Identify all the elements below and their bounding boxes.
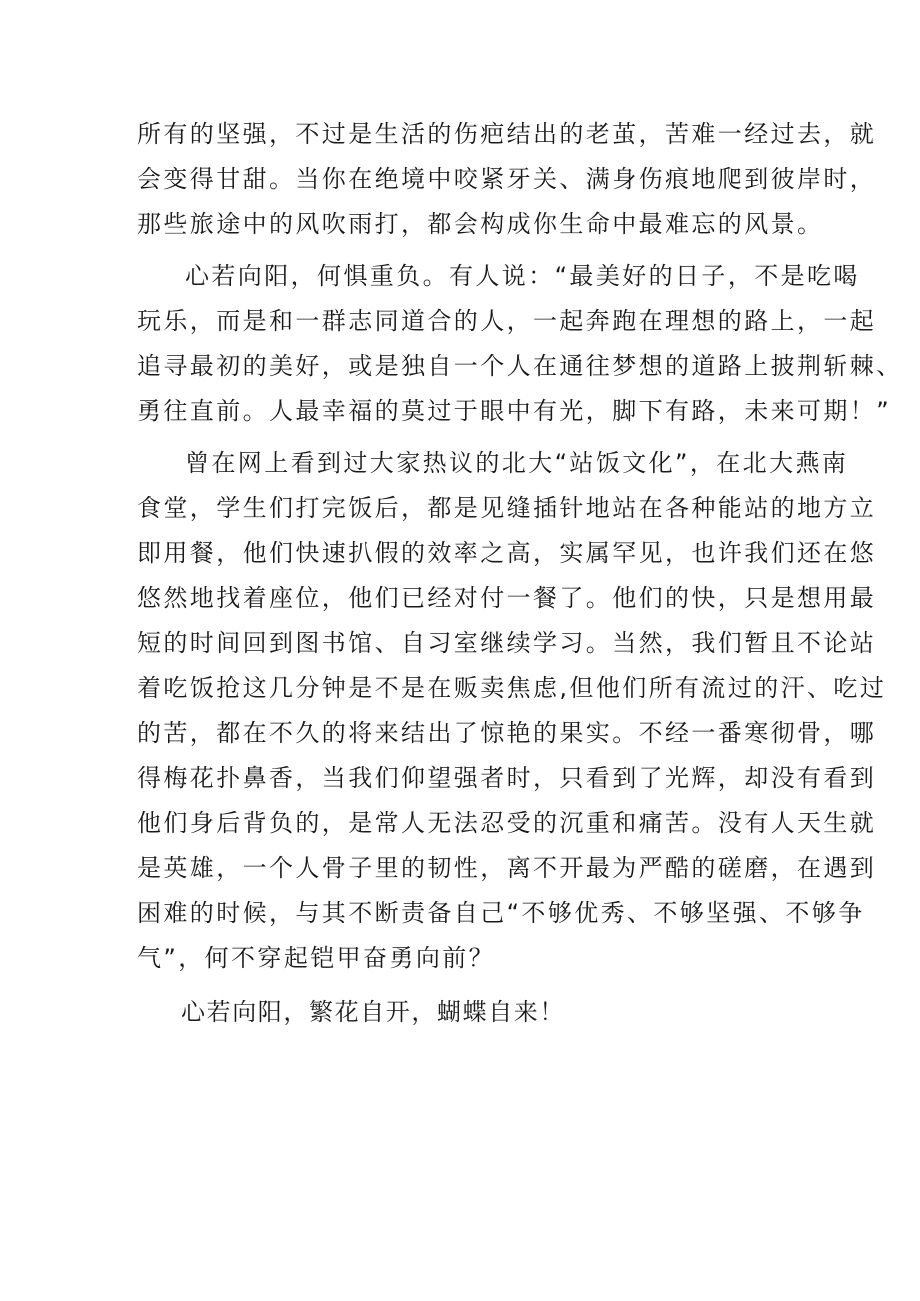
text-line: 得梅花扑鼻香，当我们仰望强者时，只看到了光辉，却没有看到 xyxy=(137,764,877,792)
text-line: 的苦，都在不久的将来结出了惊艳的果实。不经一番寒彻骨，哪 xyxy=(137,719,877,747)
text-line: 食堂，学生们打完饭后，都是见缝插针地站在各种能站的地方立 xyxy=(137,494,877,522)
text-line: 追寻最初的美好，或是独自一个人在通往梦想的道路上披荆斩棘、 xyxy=(137,352,903,380)
text-line: 会变得甘甜。当你在绝境中咬紧牙关、满身伤痕地爬到彼岸时， xyxy=(137,165,877,193)
text-line: 困难的时候，与其不断责备自己“不够优秀、不够坚强、不够争 xyxy=(137,899,865,927)
text-line: 即用餐，他们快速扒假的效率之高，实属罕见，也许我们还在悠 xyxy=(137,539,877,567)
text-line: 是英雄，一个人骨子里的韧性，离不开最为严酷的磋磨，在遇到 xyxy=(137,854,877,882)
text-line: 悠然地找着座位，他们已经对付一餐了。他们的快，只是想用最 xyxy=(137,584,877,612)
closing-line: 心若向阳，繁花自开，蝴蝶自来！ xyxy=(181,998,565,1026)
paragraph-first-line: 曾在网上看到过大家热议的北大“站饭文化”，在北大燕南 xyxy=(185,449,849,477)
paragraph-first-line: 心若向阳，何惧重负。有人说：“最美好的日子，不是吃喝 xyxy=(185,262,860,290)
text-line: 气”，何不穿起铠甲奋勇向前？ xyxy=(137,944,496,972)
text-line: 他们身后背负的，是常人无法忍受的沉重和痛苦。没有人天生就 xyxy=(137,809,877,837)
text-line: 那些旅途中的风吹雨打，都会构成你生命中最难忘的风景。 xyxy=(137,210,824,238)
text-line: 玩乐，而是和一群志同道合的人，一起奔跑在理想的路上，一起 xyxy=(137,307,877,335)
text-line: 所有的坚强，不过是生活的伤疤结出的老茧，苦难一经过去，就 xyxy=(137,120,877,148)
text-line: 勇往直前。人最幸福的莫过于眼中有光，脚下有路，未来可期！” xyxy=(137,397,892,425)
text-line: 着吃饭抢这几分钟是不是在贩卖焦虑,但他们所有流过的汗、吃过 xyxy=(137,674,887,702)
text-line: 短的时间回到图书馆、自习室继续学习。当然，我们暂且不论站 xyxy=(137,629,877,657)
